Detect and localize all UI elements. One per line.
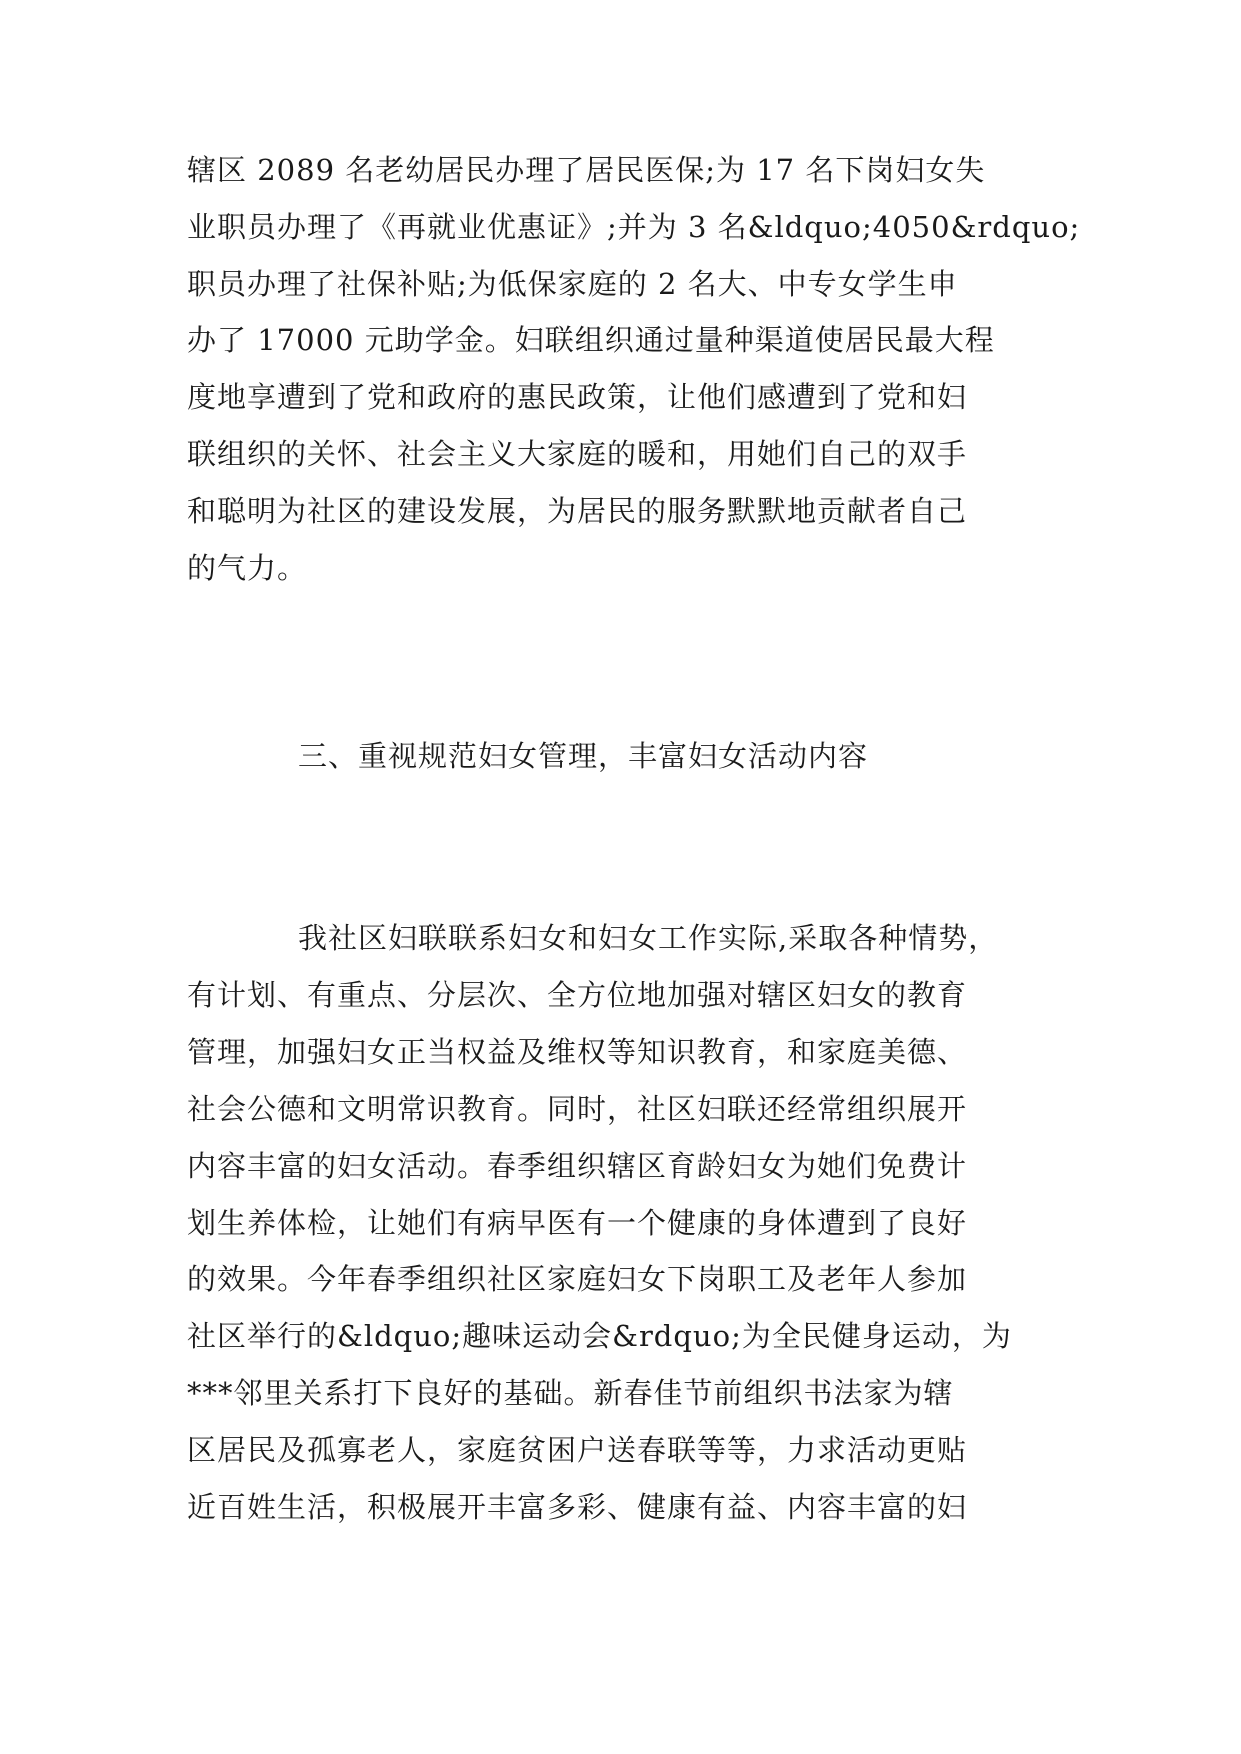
body-text-line: 辖区 2089 名老幼居民办理了居民医保;为 17 名下岗妇女失 [187, 153, 986, 187]
body-text-line: 社会公德和文明常识教育。同时，社区妇联还经常组织展开 [187, 1092, 968, 1126]
body-text-line: 管理，加强妇女正当权益及维权等知识教育，和家庭美德、 [187, 1035, 968, 1069]
body-text-line: 有计划、有重点、分层次、全方位地加强对辖区妇女的教育 [187, 978, 968, 1012]
section-heading: 三、重视规范妇女管理，丰富妇女活动内容 [298, 739, 869, 773]
body-text-line: 社区举行的&ldquo;趣味运动会&rdquo;为全民健身运动，为 [187, 1319, 1012, 1353]
body-text-line: 划生养体检，让她们有病早医有一个健康的身体遭到了良好 [187, 1206, 968, 1240]
body-text-line: 我社区妇联联系妇女和妇女工作实际,采取各种情势， [298, 921, 999, 955]
body-text-line: 近百姓生活，积极展开丰富多彩、健康有益、内容丰富的妇 [187, 1490, 968, 1524]
body-text-line: 的效果。今年春季组织社区家庭妇女下岗职工及老年人参加 [187, 1262, 968, 1296]
body-text-line: ***邻里关系打下良好的基础。新春佳节前组织书法家为辖 [187, 1376, 954, 1410]
body-text-line: 联组织的关怀、社会主义大家庭的暖和，用她们自己的双手 [187, 437, 968, 471]
body-text-line: 和聪明为社区的建设发展，为居民的服务默默地贡献者自己 [187, 494, 968, 528]
body-text-line: 度地享遭到了党和政府的惠民政策，让他们感遭到了党和妇 [187, 380, 968, 414]
body-text-line: 内容丰富的妇女活动。春季组织辖区育龄妇女为她们免费计 [187, 1149, 968, 1183]
body-text-line: 的气力。 [187, 551, 308, 585]
body-text-line: 区居民及孤寡老人，家庭贫困户送春联等等，力求活动更贴 [187, 1433, 968, 1467]
body-text-line: 职员办理了社保补贴;为低保家庭的 2 名大、中专女学生申 [187, 267, 958, 301]
body-text-line: 业职员办理了《再就业优惠证》;并为 3 名&ldquo;4050&rdquo; [187, 210, 1081, 244]
body-text-line: 办了 17000 元助学金。妇联组织通过量种渠道使居民最大程 [187, 323, 995, 357]
